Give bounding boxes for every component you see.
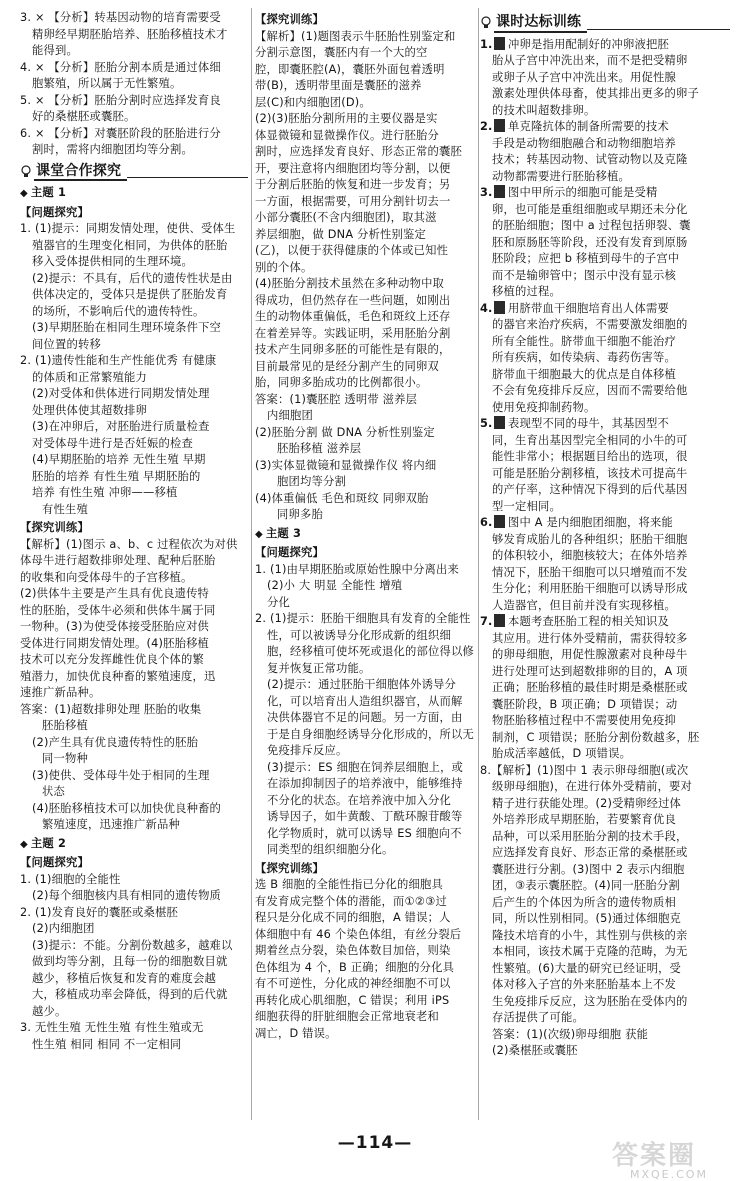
answer-lines: [20, 221, 248, 518]
text-line: 凋亡，D 错误。: [255, 1026, 337, 1040]
middle-column: [255, 10, 477, 1042]
text-line: 速推广新品种。: [20, 686, 101, 699]
text-line: 5. 表现型不同的母牛，其基因型不: [480, 416, 730, 433]
text-line: 殖潜力，加快优良种畜的繁殖速度，迅: [20, 669, 216, 683]
text-line: 同一物种: [42, 752, 88, 765]
text-line: 在着差异等。实践证明，采用胚胎分割: [255, 326, 451, 340]
text-line: 精卵经早期胚胎培养、胚胎移植技术才: [32, 27, 228, 41]
text-line: 同类型的组织细胞分化。: [267, 843, 394, 856]
text-line: (4)胚胎移植技术可以加快优良种畜的: [32, 801, 222, 815]
text-line: 于分割后胚胎的恢复和进一步发育；另: [255, 178, 451, 191]
text-line: 小部分囊胚(不含内细胞团)，取其滋: [255, 211, 437, 224]
text-line: 于是自身细胞经诱导分化形成的，所以无: [267, 727, 474, 741]
text-line: (3)提示：ES 细胞在饲养层细胞上，或: [267, 760, 464, 774]
text-line: 隆技术培育的小牛，其性别与供核的亲: [492, 928, 688, 942]
text-line: 程只是分化成不同的细胞，A 错误；人: [255, 911, 451, 924]
text-line: 胎成活率越低，D 项错误。: [492, 747, 632, 760]
text-line: 化学物质时，就可以诱导 ES 细胞向不: [267, 826, 462, 840]
text-line: 生分化；利用胚胎干细胞可以诱导形成: [492, 582, 688, 595]
text-line: (3)早期胚胎在相同生理环境条件下空: [32, 321, 222, 334]
text-line: 2. (1)提示：胚胎干细胞具有发育的全能性: [255, 612, 471, 625]
lightbulb-icon: [480, 16, 492, 30]
diamond-icon: ◆: [20, 188, 28, 199]
text-line: 做到均等分割，且每一份的细胞数目就: [32, 955, 228, 968]
text-line: 精子进行获能处理。(2)受精卵经过体: [492, 796, 682, 810]
text-line: 有发育成完整个体的潜能，而①②③过: [255, 894, 447, 908]
text-line: (2)桑椹胚或囊胚: [492, 1044, 578, 1057]
text-line: 4. × 【分析】胚胎分割本质是通过体细: [20, 60, 221, 74]
text-line: (2)产生具有优良遗传特性的胚胎: [32, 735, 199, 749]
item-number: 7.: [480, 615, 493, 628]
text-line: 6. × 【分析】对囊胚阶段的胚胎进行分: [20, 126, 221, 140]
text-line: 1. 冲卵是指用配制好的冲卵液把胚: [480, 37, 730, 54]
text-line: 后产生的个体因为所含的遗传物质相: [492, 895, 676, 909]
text-line: 卵，也可能是重组细胞或早期还未分化: [492, 202, 688, 216]
item-number: 1.: [480, 37, 493, 51]
subheading: 【问题探究】: [20, 856, 89, 869]
text-line: 制剂，C 项错误；胚胎分割份数越多，胚: [492, 730, 700, 744]
text-line: 一物种。(3)为使受体接受胚胎应对供: [20, 620, 210, 633]
text-line: 生免疫排斥反应，这为胚胎在受体内的: [492, 994, 688, 1008]
subheading: 【探究训练】: [20, 521, 89, 534]
text-line: 层(C)和内细胞团(D)。: [255, 95, 371, 109]
text-line: 5. × 【分析】胚胎分割时应选择发育良: [20, 93, 221, 107]
text-line: 存活提供了可能。: [492, 1011, 584, 1024]
text-line: 有性生殖: [42, 502, 88, 516]
text-line: 胎从子宫中冲洗出来，而不是把受精卵: [492, 54, 688, 67]
text-line: 6. 图中 A 是内细胞团细胞，将来能: [480, 515, 730, 532]
text-line: 2. (1)遗传性能和生产性能优秀 有健康: [20, 354, 217, 367]
text-line: 而不是输卵管中；图示中没有显示核: [492, 268, 676, 282]
text-line: 技术产生同卵多胚的可能性是有限的，: [255, 343, 451, 356]
text-line: 8.【解析】(1)图中 1 表示卵母细胞(或次: [480, 763, 689, 777]
text-line: (3)使供、受体母牛处于相同的生理: [32, 768, 210, 782]
text-line: 得成功，但仍然存在一些问题，如刚出: [255, 293, 451, 307]
text-line: 体对移入子宫的外来胚胎基本上不发: [492, 978, 676, 991]
text-line: 的场所，不影响后代的遗传特性。: [32, 304, 205, 318]
item-number: 3.: [480, 186, 493, 199]
text-line: (3)实体显微镜和显微操作仪 将内细: [255, 458, 437, 472]
text-line: 胎，同卵多胎成功的比例都很小。: [255, 376, 428, 389]
text-line: (2)小 大 明显 全能性 增殖: [267, 579, 403, 592]
text-line: 2. 单克隆抗体的制备所需要的技术: [480, 119, 730, 136]
text-line: 答案：(1)(次级)卵母细胞 获能: [492, 1027, 649, 1041]
text-line: (2)供体牛主要是产生具有优良遗传特: [20, 587, 210, 600]
column-divider: [251, 8, 252, 1120]
text-line: 进行处理可达到超数排卵的目的，A 项: [492, 664, 688, 678]
text-line: 能得到。: [32, 44, 78, 57]
answer-items: [480, 37, 730, 763]
text-line: 物胚胎移植过程中不需要使用免疫抑: [492, 714, 676, 727]
text-line: 2. (1)发育良好的囊胚或桑椹胚: [20, 905, 179, 919]
answer-lines: [20, 10, 248, 159]
text-line: 性生殖 相同 相同 不一定相同: [32, 1037, 182, 1051]
text-line: 所有疾病，如传染病、毒药伤害等。: [492, 351, 676, 364]
item-number: 6.: [480, 516, 493, 529]
diamond-icon: ◆: [255, 528, 263, 540]
text-line: 分割示意图，囊胚内有一个大的空: [255, 46, 428, 59]
text-line: 可能是胚胎分割移植，该技术可提高牛: [492, 466, 688, 480]
text-line: 体显微镜和显微操作仪。进行胚胎分: [255, 128, 439, 142]
answer-lines: [255, 562, 477, 859]
text-line: (乙)，以便于获得健康的个体或已知性: [255, 244, 449, 257]
text-line: 状态: [42, 785, 65, 798]
text-line: 繁殖速度，迅速推广新品种: [42, 818, 180, 831]
subheading: 【问题探究】: [20, 205, 89, 219]
text-line: 割时，应选择发育良好、形态正常的囊胚: [255, 145, 462, 158]
answer-marker-icon: [494, 37, 505, 50]
text-line: 同卵多胎: [277, 508, 323, 521]
text-line: 胚胎移植 滋养层: [277, 442, 362, 455]
text-line: (4)胚胎分割技术虽然在多种动物中取: [255, 277, 445, 290]
text-line: 的体积较小，细胞核较大；在体外培养: [492, 549, 688, 562]
text-line: 或卵子从子宫中冲洗出来。用促性腺: [492, 70, 676, 84]
text-line: 品种，可以采用胚胎分割的技术手段，: [492, 829, 688, 843]
text-line: 囊胚阶段，B 项正确；D 项错误；动: [492, 697, 678, 711]
text-line: 间位置的转移: [32, 337, 101, 351]
text-line: 的技术叫超数排卵。: [492, 103, 596, 117]
text-line: 1. (1)细胞的全能性: [20, 872, 121, 886]
text-line: 团，③表示囊胚腔。(4)同一胚胎分割: [492, 879, 680, 892]
text-line: (3)提示：不能。分割份数越多，越难以: [32, 938, 233, 952]
text-line: 的器官来治疗疾病，不需要激发细胞的: [492, 318, 688, 331]
text-line: 大，移植成功率会降低，得到的后代就: [32, 988, 228, 1001]
text-line: 1. (1)提示：同期发情处理，使供、受体生: [20, 222, 236, 235]
text-line: 诱导因子，如牛黄酸、丁酰环腺苷酸等: [267, 810, 463, 823]
text-line: 有不可逆性，分化成的神经细胞不可以: [255, 977, 451, 990]
text-line: 体细胞中有 46 个染色体组，有丝分裂后: [255, 927, 462, 941]
text-line: 级卵母细胞)，在进行体外受精前，要对: [492, 780, 693, 793]
section-title: 课时达标训练: [494, 14, 587, 33]
text-line: 情况下，胚胎干细胞可以只增殖而不发: [492, 565, 688, 579]
text-line: 再转化成心肌细胞，C 错误；利用 iPS: [255, 993, 450, 1007]
text-line: 化，可以培育出人造组织器官，从而解: [267, 694, 463, 708]
item-number: 4.: [480, 301, 493, 315]
text-line: 人造器官，但目前并没有实现移植。: [492, 598, 676, 612]
text-line: 【解析】(1)题图表示牛胚胎性别鉴定和: [255, 29, 456, 43]
answer-lines: [480, 763, 730, 1060]
text-line: 性的胚胎，受体牛必须和供体牛属于同: [20, 603, 216, 617]
text-line: 色体组为 4 个，B 正确；细胞的分化具: [255, 960, 455, 974]
text-line: 割时，需将内细胞团均等分割。: [32, 143, 193, 156]
text-line: 移入受体提供相同的生理环境。: [32, 255, 193, 268]
text-line: 的胚胎细胞；图中 a 过程包括卵裂、囊: [492, 219, 691, 232]
text-line: 型一定相同。: [492, 499, 561, 513]
text-line: 同，所以性别相同。(5)通过体细胞克: [492, 912, 682, 925]
text-line: 细胞获得的肝脏细胞会正常地衰老和: [255, 1010, 439, 1023]
text-line: 供体决定的，受体只是提供了胚胎发育: [32, 288, 228, 301]
text-line: 正确；胚胎移植的最佳时期是桑椹胚或: [492, 681, 688, 694]
text-line: 目前最常见的是经分割产生的同卵双: [255, 359, 439, 373]
left-column: [20, 10, 248, 1053]
text-line: 胚胎的培养 有性生殖 早期胚胎的: [32, 469, 201, 483]
text-line: 带(B)，透明带里面是囊胚的滋养: [255, 79, 422, 92]
text-line: 7. 本题考查胚胎工程的相关知识及: [480, 614, 730, 631]
text-line: 的卵母细胞，用促性腺激素对良种母牛: [492, 648, 688, 661]
text-line: 生的动物体重偏低，毛色和斑纹上还存: [255, 310, 451, 323]
diamond-icon: ◆: [20, 838, 28, 850]
section-heading: [480, 14, 730, 33]
right-column: [480, 10, 730, 1060]
text-line: 越少，移植后恢复和发育的难度会越: [32, 971, 216, 985]
text-line: 囊胚进行分割。(3)图中 2 表示内细胞: [492, 862, 685, 876]
topic-heading: ◆ 主题 2: [20, 836, 248, 854]
text-line: (3)在冲卵后，对胚胎进行质量检查: [32, 420, 210, 433]
text-line: 所有全能性。脐带血干细胞不能治疗: [492, 334, 676, 348]
text-line: 4. 用脐带血干细胞培育出人体需要: [480, 301, 730, 318]
text-line: 胚阶段；应把 b 移植到母牛的子宫中: [492, 252, 680, 265]
text-line: 技术可以充分发挥雌性优良个体的繁: [20, 653, 204, 666]
text-line: 答案：(1)囊胚腔 透明带 滋养层: [255, 392, 418, 406]
text-line: 开，要注意将内细胞团均等分割，以便: [255, 161, 451, 175]
answer-lines: [255, 877, 477, 1042]
text-line: 的体质和正常繁殖能力: [32, 370, 147, 384]
text-line: 不分化的状态。在培养液中加入分化: [267, 793, 451, 807]
text-line: 3. × 【分析】转基因动物的培育需要受: [20, 11, 221, 24]
text-line: (2)内细胞团: [32, 922, 95, 935]
text-line: (2)胚胎分割 做 DNA 分析性别鉴定: [255, 425, 435, 439]
text-line: 在添加抑制因子的培养液中，能够维持: [267, 777, 463, 790]
text-line: (2)提示：通过胚胎干细胞体外诱导分: [267, 678, 457, 691]
watermark-logo: 答案圈 MXQE.COM: [612, 1141, 708, 1181]
text-line: 【解析】(1)图示 a、b、c 过程依次为对供: [20, 537, 238, 551]
item-number: 2.: [480, 120, 493, 133]
text-line: 胞繁殖，所以属于无性繁殖。: [32, 77, 182, 90]
text-line: (2)对受体和供体进行同期发情处理: [32, 387, 210, 400]
text-line: 的产仔率，这种情况下得到的后代基因: [492, 483, 688, 496]
text-line: 养层细胞，做 DNA 分析性别鉴定: [255, 227, 427, 241]
answer-marker-icon: [494, 614, 505, 627]
text-line: 应选择发育良好、形态正常的桑椹胚或: [492, 846, 688, 859]
text-line: 手段是动物细胞融合和动物细胞培养: [492, 136, 676, 150]
column-divider: [478, 8, 479, 1120]
text-line: (2)(3)胚胎分割所用的主要仪器是实: [255, 112, 438, 125]
section-title: 课堂合作探究: [34, 163, 127, 182]
text-line: (2)提示：不具有，后代的遗传性状是由: [32, 271, 233, 285]
text-line: 1. (1)由早期胚胎或原始性腺中分离出来: [255, 562, 460, 576]
text-line: 体母牛进行超数排卵处理、配种后胚胎: [20, 554, 216, 567]
text-line: 殖器官的生理变化相同，为供体的胚胎: [32, 238, 228, 252]
text-line: 的收集和向受体母牛的子宫移植。: [20, 570, 193, 584]
text-line: 移植的过程。: [492, 285, 561, 298]
text-line: 越少。: [32, 1004, 67, 1018]
text-line: 够发育成胎儿的各种组织；胚胎干细胞: [492, 532, 688, 546]
text-line: 期着丝点分裂，染色体数目加倍，则染: [255, 944, 451, 957]
text-line: 3. 图中甲所示的细胞可能是受精: [480, 185, 730, 202]
section-heading: [20, 163, 248, 182]
text-line: 脐带血干细胞最大的优点是自体移植: [492, 367, 676, 381]
text-line: 一方面，根据需要，可用分割针切去一: [255, 194, 451, 208]
topic-heading: ◆ 主题 1: [20, 185, 248, 203]
text-line: 决供体器官不足的问题。另一方面，由: [267, 711, 463, 724]
answer-marker-icon: [494, 416, 505, 429]
text-line: 同，生育出基因型完全相同的小牛的可: [492, 433, 688, 447]
text-line: 外培养形成早期胚胎，若要繁育优良: [492, 813, 676, 826]
answer-lines: [20, 537, 248, 834]
text-line: 动物都需要进行胚胎移植。: [492, 169, 630, 183]
text-line: 内细胞团: [267, 409, 313, 422]
text-line: 技术；转基因动物、试管动物以及克隆: [492, 153, 688, 166]
text-line: 选 B 细胞的全能性指已分化的细胞具: [255, 878, 443, 891]
subheading: 【问题探究】: [255, 546, 324, 559]
text-line: 复并恢复正常功能。: [267, 661, 371, 675]
text-line: 3. 无性生殖 无性生殖 有性生殖或无: [20, 1021, 204, 1034]
text-line: (4)早期胚胎的培养 无性生殖 早期: [32, 453, 206, 466]
subheading: 【探究训练】: [255, 861, 324, 875]
text-line: 腔，即囊胚腔(A)，囊胚外面包着透明: [255, 62, 445, 76]
text-line: 胞，经移植可使坏死或退化的部位得以修: [267, 645, 474, 658]
text-line: 免疫排斥反应。: [267, 744, 348, 757]
text-line: 其应用。进行体外受精前，需获得较多: [492, 631, 688, 645]
subheading: 【探究训练】: [255, 13, 324, 26]
lightbulb-icon: [20, 165, 32, 179]
page-number: —114—: [337, 1133, 413, 1153]
text-line: 答案：(1)超数排卵处理 胚胎的收集: [20, 702, 202, 716]
text-line: (2)每个细胞核内具有相同的遗传物质: [32, 889, 222, 902]
text-line: 分化: [267, 595, 290, 609]
topic-heading: ◆ 主题 3: [255, 526, 477, 544]
text-line: 不会有免疫排斥反应，因而不需要给他: [492, 384, 688, 397]
text-line: 处理供体使其超数排卵: [32, 403, 147, 417]
answer-marker-icon: [494, 301, 505, 314]
text-line: 胚胎移植: [42, 719, 88, 732]
text-line: 性，可以被诱导分化形成新的组织细: [267, 628, 451, 642]
text-line: (4)体重偏低 毛色和斑纹 同卵双胎: [255, 491, 429, 505]
text-line: 对受体母牛进行是否妊娠的检查: [32, 436, 193, 450]
item-number: 5.: [480, 417, 493, 430]
text-line: 使用免疫抑制药物。: [492, 400, 596, 414]
text-line: 好的桑椹胚或囊胚。: [32, 110, 136, 123]
answer-lines: [20, 872, 248, 1054]
text-line: 培养 有性生殖 冲卵——移植: [32, 486, 178, 499]
text-line: 别的个体。: [255, 260, 313, 274]
text-line: 能性非常小；根据题目给出的选项，很: [492, 450, 688, 463]
answer-marker-icon: [494, 119, 505, 132]
text-line: 胚和原肠胚等阶段，还没有发育到原肠: [492, 235, 688, 249]
text-line: 激素处理供体母畜，使其排出更多的卵子: [492, 87, 699, 100]
answer-marker-icon: [494, 515, 505, 528]
text-line: 性繁殖。(6)大量的研究已经证明，受: [492, 961, 682, 975]
text-line: 胞团均等分割: [277, 475, 346, 488]
text-line: 受体进行同期发情处理。(4)胚胎移植: [20, 636, 210, 650]
answer-marker-icon: [494, 185, 505, 198]
text-line: 本相同，该技术属于克隆的范畴，为无: [492, 945, 688, 958]
answer-lines: [255, 29, 477, 524]
